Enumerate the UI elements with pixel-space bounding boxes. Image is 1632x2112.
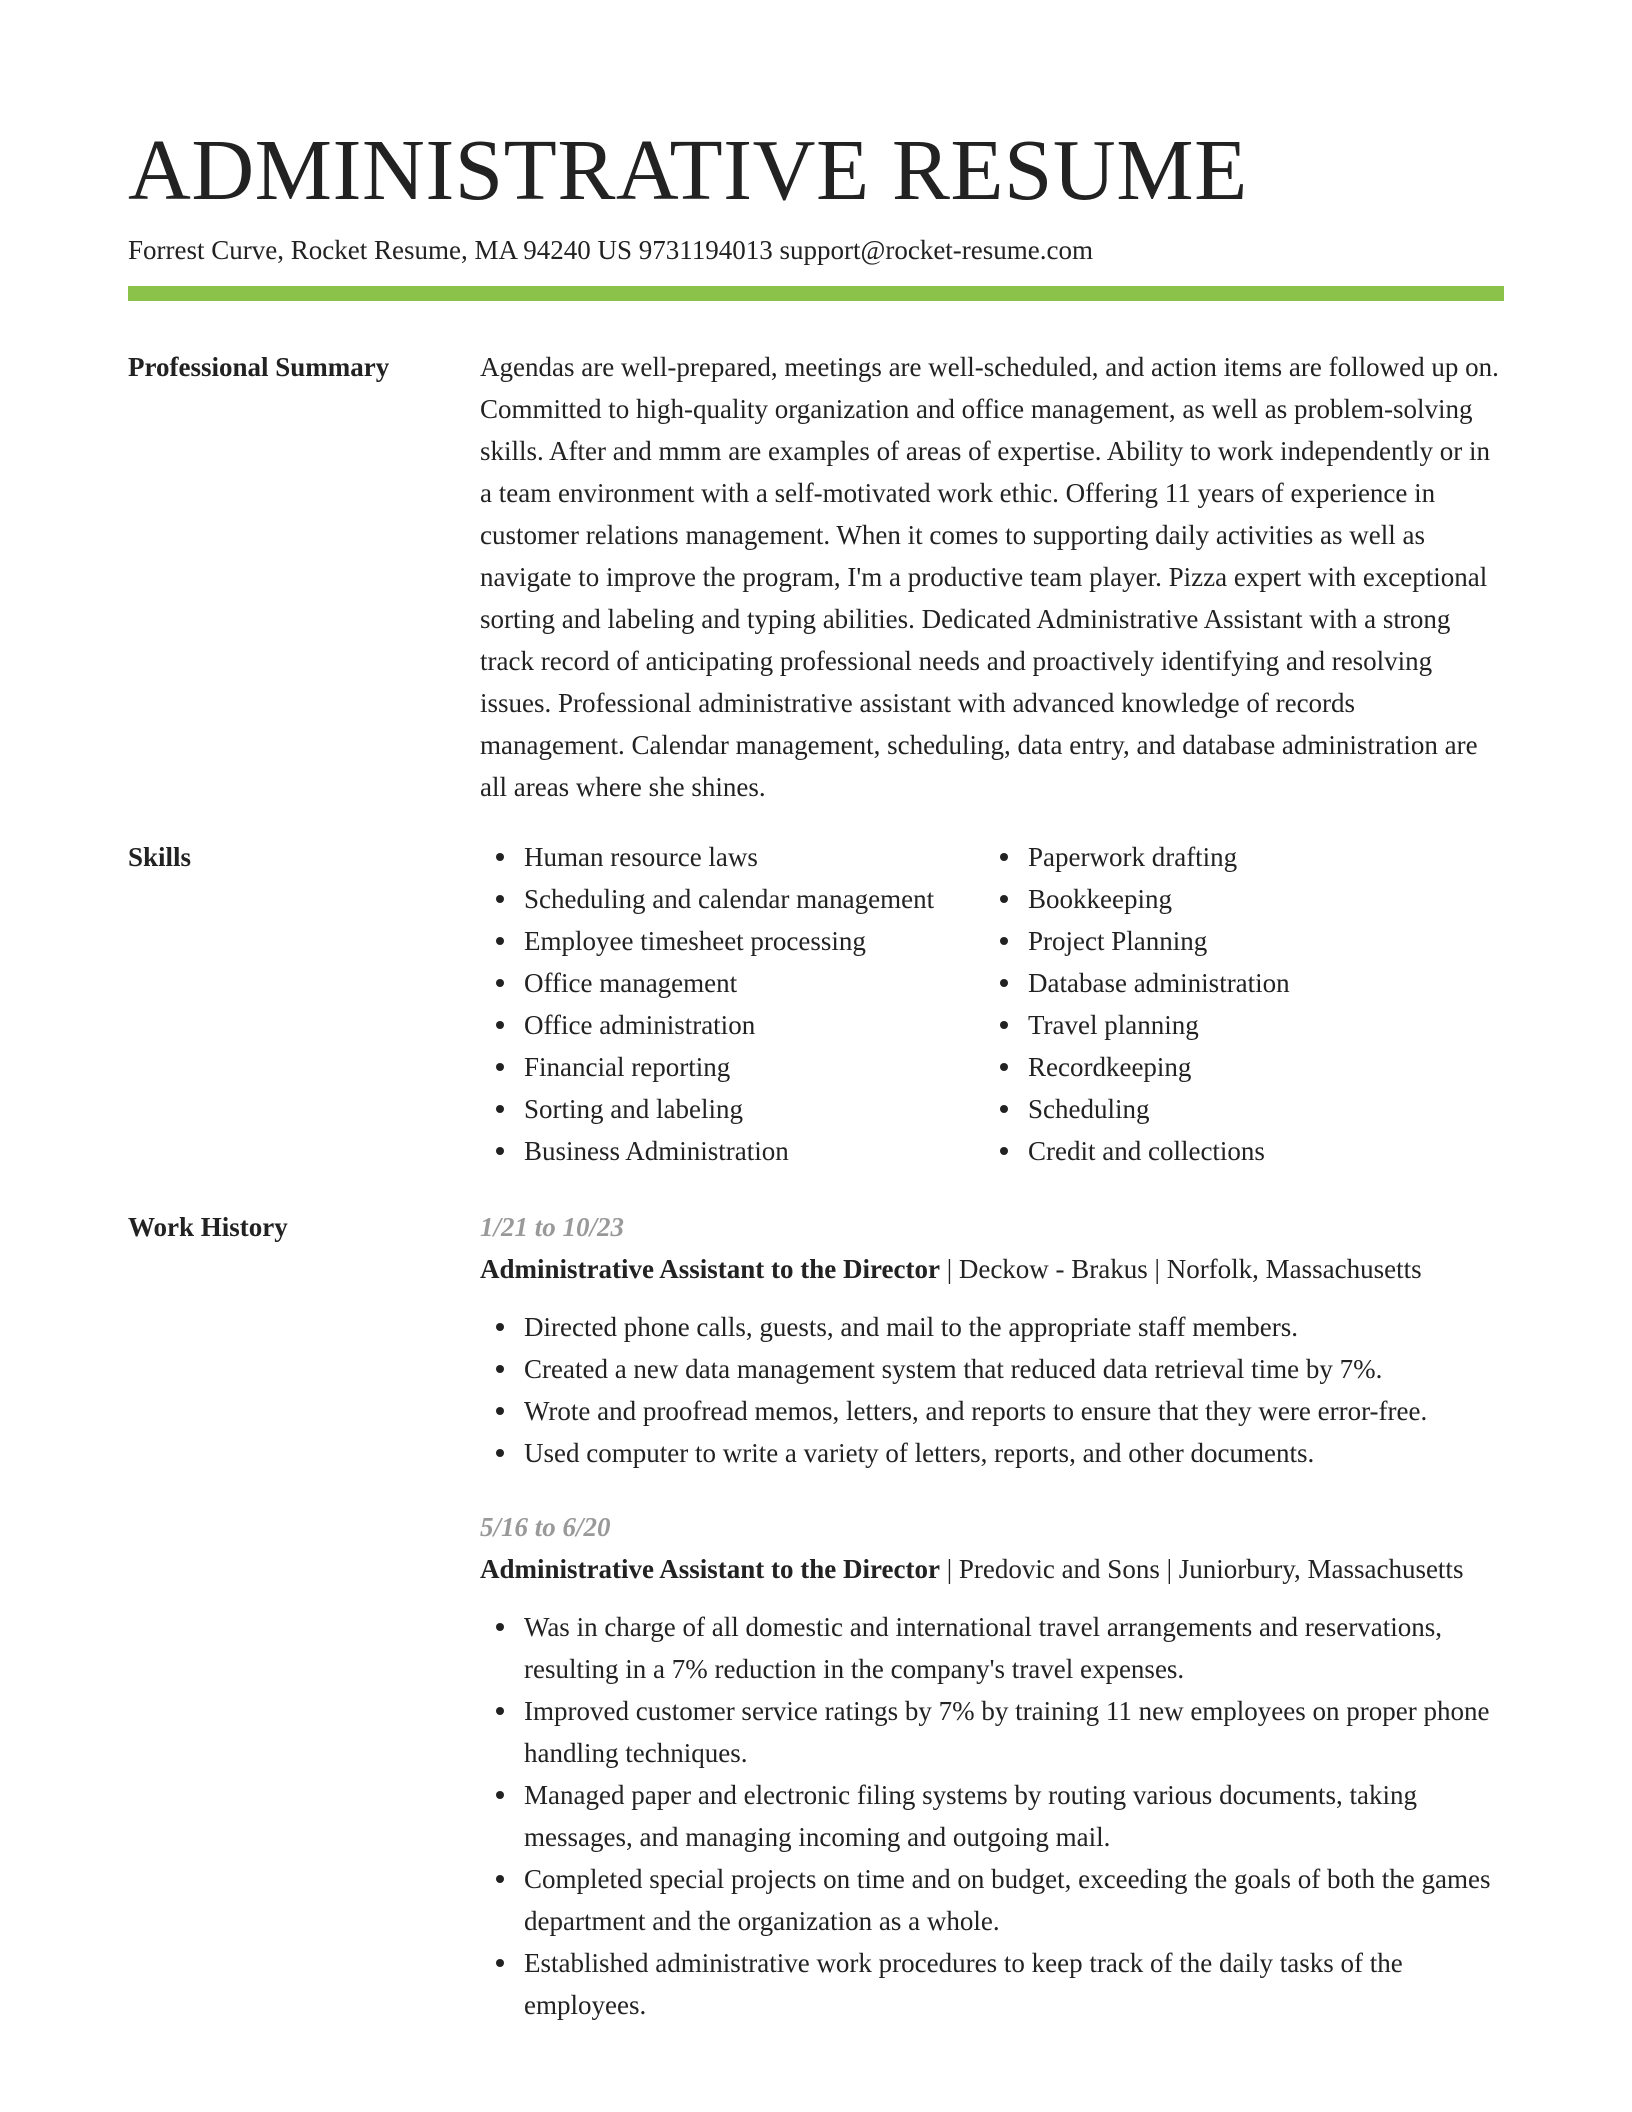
job-bullets — [480, 1606, 1504, 2026]
job-bullet: Created a new data management system that reduced data retrieval time by 7%. — [480, 1348, 1504, 1390]
skill-item: Employee timesheet processing — [480, 920, 984, 962]
header-divider — [128, 286, 1504, 301]
work-history-list — [480, 1206, 1504, 2026]
job-bullet: Improved customer service ratings by 7% by training 11 new employees on proper phone handling techniques. — [480, 1690, 1504, 1774]
skills-list — [480, 836, 1504, 1172]
skills-column-right — [984, 836, 1504, 1172]
job-bullet: Used computer to write a variety of letters, reports, and other documents. — [480, 1432, 1504, 1474]
work-history-label: Work History — [128, 1212, 288, 1242]
contact-address: Forrest Curve, Rocket Resume, MA 94240 US — [128, 235, 632, 265]
skills-column-left — [480, 836, 984, 1172]
skill-item: Credit and collections — [984, 1130, 1504, 1172]
job-bullet: Managed paper and electronic filing systems by routing various documents, taking messages, and managing incoming and outgoing mail. — [480, 1774, 1504, 1858]
skill-item: Human resource laws — [480, 836, 984, 878]
skill-item: Scheduling and calendar management — [480, 878, 984, 920]
job-bullet: Wrote and proofread memos, letters, and reports to ensure that they were error-free. — [480, 1390, 1504, 1432]
contact-email: support@rocket-resume.com — [779, 235, 1094, 265]
skill-item: Sorting and labeling — [480, 1088, 984, 1130]
job-bullet: Directed phone calls, guests, and mail to the appropriate staff members. — [480, 1306, 1504, 1348]
job-bullets — [480, 1306, 1504, 1474]
summary-label: Professional Summary — [128, 352, 390, 382]
job-dates: 5/16 to 6/20 — [480, 1512, 611, 1542]
skill-item: Recordkeeping — [984, 1046, 1504, 1088]
skill-item: Paperwork drafting — [984, 836, 1504, 878]
skills-label: Skills — [128, 842, 192, 872]
job-heading — [480, 1548, 1504, 1590]
skill-item: Office administration — [480, 1004, 984, 1046]
skill-item: Financial reporting — [480, 1046, 984, 1088]
job-dates: 1/21 to 10/23 — [480, 1212, 625, 1242]
summary-text: Agendas are well-prepared, meetings are well-scheduled, and action items are followed up on. Committed to high-quality organization and office management, as well as problem-solving skills. After and mmm are examples of areas of expertise. Ability to work independently or in a team environment with a self-motivated work ethic. Offering 11 years of experience in customer relations management. When it comes to supporting daily activities as well as navigate to improve the program, I'm a productive team player. Pizza expert with exceptional sorting and labeling and typing abilities. Dedicated Administrative Assistant with a strong track record of anticipating professional needs and proactively identifying and resolving issues. Professional administrative assistant with advanced knowledge of records management. Calendar management, scheduling, data entry, and database administration are all areas where she shines. — [480, 352, 1499, 802]
job-title: Administrative Assistant to the Director — [480, 1254, 940, 1284]
job-details: | Predovic and Sons | Juniorbury, Massachusetts — [939, 1554, 1464, 1584]
job-details: | Deckow - Brakus | Norfolk, Massachusetts — [939, 1254, 1422, 1284]
job-title: Administrative Assistant to the Director — [480, 1554, 940, 1584]
skill-item: Business Administration — [480, 1130, 984, 1172]
job-bullet: Was in charge of all domestic and international travel arrangements and reservations, resulting in a 7% reduction in the company's travel expenses. — [480, 1606, 1504, 1690]
resume-title: ADMINISTRATIVE RESUME — [128, 121, 1248, 218]
skill-item: Office management — [480, 962, 984, 1004]
skill-item: Scheduling — [984, 1088, 1504, 1130]
skill-item: Database administration — [984, 962, 1504, 1004]
skill-item: Travel planning — [984, 1004, 1504, 1046]
skill-item: Bookkeeping — [984, 878, 1504, 920]
job-bullet: Completed special projects on time and on budget, exceeding the goals of both the games department and the organization as a whole. — [480, 1858, 1504, 1942]
skill-item: Project Planning — [984, 920, 1504, 962]
contact-line — [128, 232, 1093, 268]
job-heading — [480, 1248, 1504, 1290]
contact-phone: 9731194013 — [638, 235, 773, 265]
job-bullet: Established administrative work procedures to keep track of the daily tasks of the employees. — [480, 1942, 1504, 2026]
job-entry — [480, 1506, 1504, 2026]
job-entry — [480, 1206, 1504, 1474]
